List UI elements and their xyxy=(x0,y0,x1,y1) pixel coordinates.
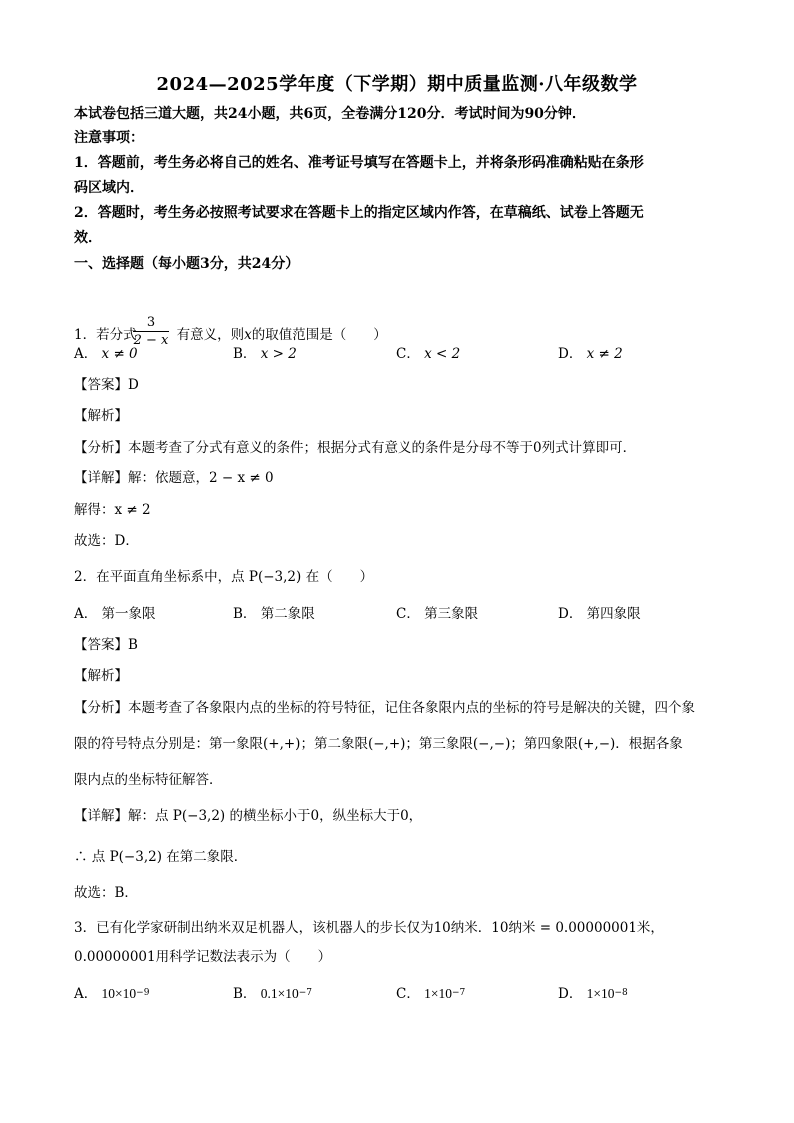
page-title: 2024—2025学年度（下学期）期中质量监测·八年级数学 xyxy=(156,74,638,95)
q1-stem-a: 1．若分式 xyxy=(74,327,137,343)
q2-stem: 2．在平面直角坐标系中，点 P(−3,2) 在（ ） xyxy=(74,569,374,585)
q3-stem-b: 0.00000001用科学记数法表示为（ ） xyxy=(74,949,332,965)
q2-option-d[interactable]: D． 第四象限 xyxy=(558,606,641,622)
notice-title: 注意事项： xyxy=(74,130,144,146)
q1-option-a[interactable]: A． x ≠ 0 xyxy=(74,346,138,362)
q1-frac-denominator: 2 − x xyxy=(133,333,169,348)
q3-option-d[interactable]: D． $1\times 10^{-8}$ xyxy=(558,986,628,1002)
q3-option-c[interactable]: C． $1\times 10^{-7}$ xyxy=(396,986,466,1002)
section-heading: 一、选择题（每小题3分，共24分） xyxy=(74,256,300,272)
q2-therefore: ∴ 点 P(−3,2) 在第二象限． xyxy=(74,849,248,865)
q2-option-c[interactable]: C． 第三象限 xyxy=(396,606,479,622)
q3-stem-a: 3．已有化学家研制出纳米双足机器人，该机器人的步长仅为10纳米．10纳米 = 0.00000001米， xyxy=(74,920,664,936)
q1-stem-c: 的取值范围是（ ） xyxy=(251,327,387,343)
q1-solution: 解得：x ≠ 2 xyxy=(74,502,151,518)
q1-option-d[interactable]: D． x ≠ 2 xyxy=(558,346,623,362)
q1-jiexi: 【解析】 xyxy=(74,408,128,424)
note-1a: 1．答题前，考生务必将自己的姓名、准考证号填写在答题卡上，并将条形码准确粘贴在条形 xyxy=(74,155,644,171)
q1-choice: 故选：D． xyxy=(74,533,139,549)
note-1b: 码区域内． xyxy=(74,180,144,196)
q2-jiexi: 【解析】 xyxy=(74,668,128,684)
q2-analysis-b: 限的符号特点分别是：第一象限(+,+)；第二象限(−,+)；第三象限(−,−)；第四象限(+,−)．根据各象 xyxy=(74,736,683,752)
note-2a: 2．答题时，考生务必按照考试要求在答题卡上的指定区域内作答，在草稿纸、试卷上答题无 xyxy=(74,205,644,221)
q3-option-b[interactable]: B． $0.1\times 10^{-7}$ xyxy=(233,986,312,1002)
intro-line: 本试卷包括三道大题，共24小题，共6页，全卷满分120分．考试时间为90分钟． xyxy=(74,106,586,122)
q1-answer: 【答案】D xyxy=(74,377,139,393)
q2-option-b[interactable]: B． 第二象限 xyxy=(233,606,315,622)
q1-analysis: 【分析】本题考查了分式有意义的条件；根据分式有意义的条件是分母不等于0列式计算即可． xyxy=(74,440,637,456)
q1-stem-var: x xyxy=(244,327,252,343)
q1-detail: 【详解】解：依题意，2 − x ≠ 0 xyxy=(74,470,274,486)
q3-option-a[interactable]: A． $10\times 10^{-9}$ xyxy=(74,986,150,1002)
q2-detail: 【详解】解：点 P(−3,2) 的横坐标小于0，纵坐标大于0， xyxy=(74,808,423,824)
q2-answer: 【答案】B xyxy=(74,637,138,653)
q2-analysis-a: 【分析】本题考查了各象限内点的坐标的符号特征，记住各象限内点的坐标的符号是解决的关键，四个象 xyxy=(74,700,695,716)
q2-option-a[interactable]: A． 第一象限 xyxy=(74,606,156,622)
q2-analysis-c: 限内点的坐标特征解答． xyxy=(74,772,223,788)
q1-frac-numerator: 3 xyxy=(133,314,169,332)
q1-option-c[interactable]: C． x < 2 xyxy=(396,346,461,362)
q2-choice: 故选：B． xyxy=(74,885,138,901)
q1-option-b[interactable]: B． x > 2 xyxy=(233,346,297,362)
q1-stem-b: 有意义，则 xyxy=(176,327,245,343)
note-2b: 效． xyxy=(74,230,102,246)
